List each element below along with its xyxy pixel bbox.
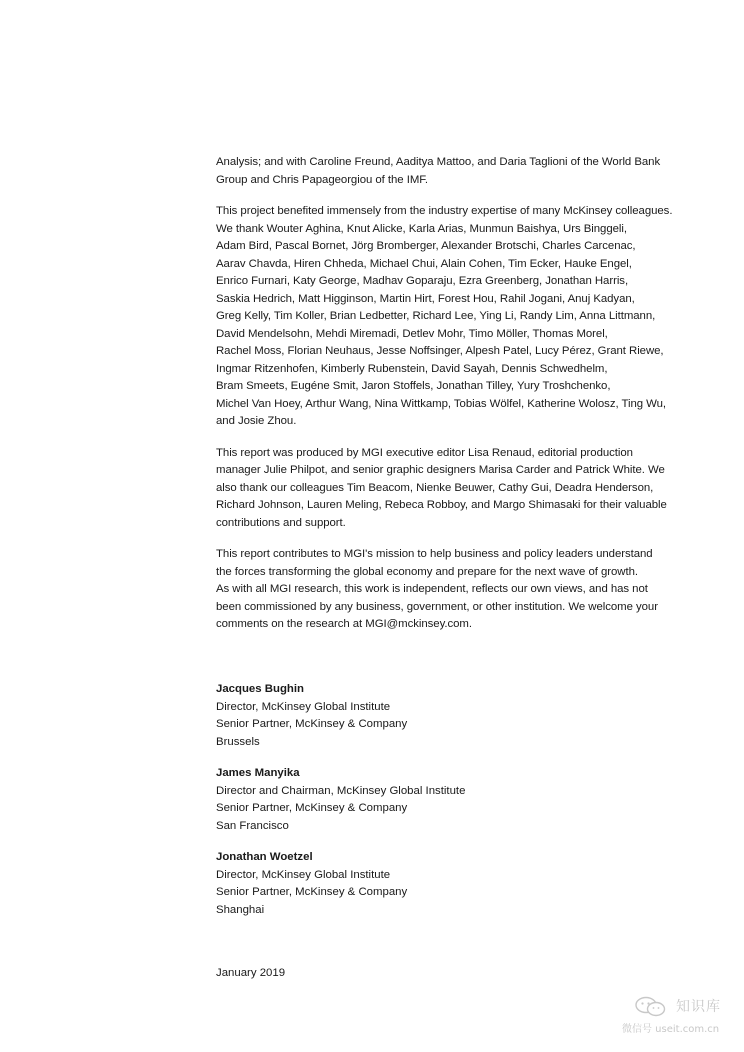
signatory (216, 681, 696, 751)
text-line: the forces transforming the global economy and prepare for the next wave of growth. (216, 565, 638, 578)
text-line: comments on the research at MGI@mckinsey.com. (216, 618, 472, 630)
text-line: Analysis; and with Caroline Freund, Aaditya Mattoo, and Daria Taglioni of the World Bank (216, 156, 661, 168)
signatory-location: Brussels (216, 735, 260, 748)
signatory-name: Jonathan Woetzel (216, 851, 313, 863)
watermark (622, 994, 734, 1038)
signatory-name: Jacques Bughin (216, 683, 304, 695)
signatory-role: Senior Partner, McKinsey & Company (216, 802, 408, 814)
signature-block (216, 681, 696, 933)
watermark-title: 知识库 (676, 999, 721, 1015)
text-line: Rachel Moss, Florian Neuhaus, Jesse Noffsinger, Alpesh Patel, Lucy Pérez, Grant Riewe, (216, 345, 664, 357)
text-line: Richard Johnson, Lauren Meling, Rebeca Robboy, and Margo Shimasaki for their valuable (216, 499, 667, 511)
text-line: This report contributes to MGI's mission to help business and policy leaders understand (216, 548, 653, 560)
signatory-role: Senior Partner, McKinsey & Company (216, 886, 408, 898)
text-line: This project benefited immensely from the industry expertise of many McKinsey colleagues. (216, 205, 673, 217)
text-line: We thank Wouter Aghina, Knut Alicke, Karla Arias, Munmun Baishya, Urs Binggeli, (216, 222, 627, 235)
text-line: Greg Kelly, Tim Koller, Brian Ledbetter, Richard Lee, Ying Li, Randy Lim, Anna Littmann, (216, 310, 656, 322)
text-line: David Mendelsohn, Mehdi Miremadi, Detlev Mohr, Timo Möller, Thomas Morel, (216, 327, 608, 340)
text-line: contributions and support. (216, 516, 346, 529)
paragraph-colleagues (216, 203, 696, 431)
text-line: As with all MGI research, this work is independent, reflects our own views, and has not (216, 583, 648, 595)
body-text (216, 154, 696, 648)
paragraph-acknowledgement-intro (216, 154, 696, 189)
text-line: Group and Chris Papageorgiou of the IMF. (216, 173, 429, 186)
text-line: Ingmar Ritzenhofen, Kimberly Rubenstein, David Sayah, Dennis Schwedhelm, (216, 362, 608, 375)
text-line: Aarav Chavda, Hiren Chheda, Michael Chui, Alain Cohen, Tim Ecker, Hauke Engel, (216, 257, 632, 270)
text-line: and Josie Zhou. (216, 415, 297, 427)
watermark-subtitle: 微信号 useit.com.cn (622, 1024, 720, 1035)
text-line: Enrico Furnari, Katy George, Madhav Goparaju, Ezra Greenberg, Jonathan Harris, (216, 275, 629, 287)
signatory (216, 849, 696, 919)
text-line: also thank our colleagues Tim Beacom, Nienke Beuwer, Cathy Gui, Deadra Henderson, (216, 481, 654, 494)
paragraph-mission (216, 546, 696, 634)
signatory-role: Director and Chairman, McKinsey Global Institute (216, 784, 466, 797)
signatory-role: Director, McKinsey Global Institute (216, 700, 391, 713)
text-line: been commissioned by any business, government, or other institution. We welcome your (216, 600, 658, 613)
text-line: This report was produced by MGI executive editor Lisa Renaud, editorial production (216, 446, 633, 459)
signatory-role: Senior Partner, McKinsey & Company (216, 718, 408, 730)
signatory-name: James Manyika (216, 767, 300, 779)
signatory-location: Shanghai (216, 903, 265, 916)
text-line: Bram Smeets, Eugéne Smit, Jaron Stoffels, Jonathan Tilley, Yury Troshchenko, (216, 380, 611, 392)
text-line: Saskia Hedrich, Matt Higginson, Martin Hirt, Forest Hou, Rahil Jogani, Anuj Kadyan, (216, 292, 635, 305)
text-line: manager Julie Philpot, and senior graphic designers Marisa Carder and Patrick White. We (216, 464, 665, 476)
signatory (216, 765, 696, 835)
paragraph-production (216, 445, 696, 533)
signatory-location: San Francisco (216, 819, 289, 832)
text-line: Michel Van Hoey, Arthur Wang, Nina Wittkamp, Tobias Wölfel, Katherine Wolosz, Ting Wu, (216, 397, 667, 410)
text-line: Adam Bird, Pascal Bornet, Jörg Bromberger, Alexander Brotschi, Charles Carcenac, (216, 240, 636, 252)
publication-date: January 2019 (216, 967, 286, 979)
wechat-icon (634, 996, 668, 1018)
signatory-role: Director, McKinsey Global Institute (216, 868, 391, 881)
